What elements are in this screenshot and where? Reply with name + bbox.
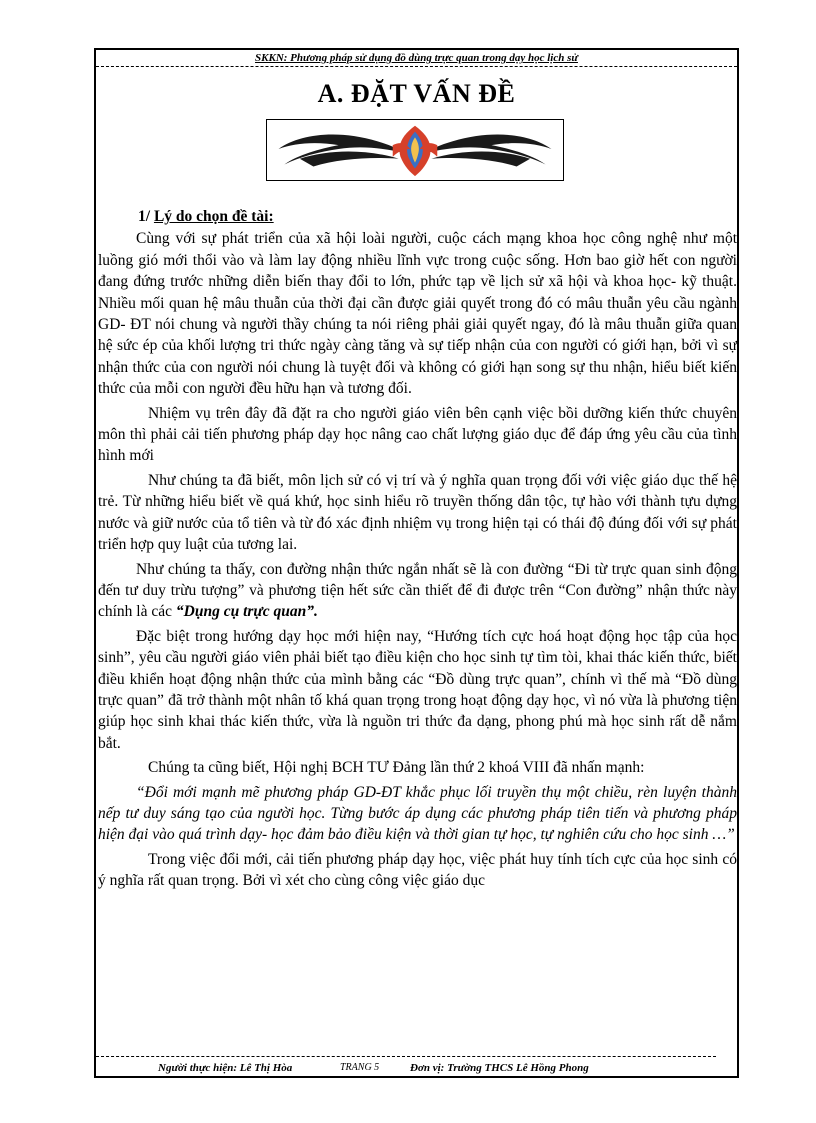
document-body — [96, 206, 737, 892]
paragraph-1: Cùng với sự phát triển của xã hội loài người, cuộc cách mạng khoa học công nghệ như một luồng gió mới thổi vào và làm lay động nhiều lĩnh vực trong cuộc sống. Hơn bao giờ hết con người đang đứng trước những diễn biến thay đổi to lớn, phức tạp về lịch sử xã hội và khoa học- kỹ thuật. Nhiều mối quan hệ mâu thuẫn của thời đại cần được giải quyết trong đó có mâu thuẫn yêu cầu ngành GD- ĐT nói chung và người thầy chúng ta nói riêng phải giải quyết ngay, đó là mâu thuẫn giữa quan hệ sức ép của khối lượng tri thức ngày càng tăng và sự tiếp nhận của con người có giới hạn, bởi vì sự nhận thức của con người nói chung là tuyệt đối và không có giới hạn song sự thu nhận, hiểu biết kiến thức của mỗi con người đều hữu hạn và tương đối. — [98, 230, 737, 398]
header-text: SKKN: Phương pháp sử dụng đồ dùng trực quan trong dạy học lịch sử — [255, 52, 578, 64]
paragraph-4-emphasis: “Dụng cụ trực quan”. — [175, 603, 318, 621]
footer-page-number: TRANG 5 — [340, 1062, 380, 1073]
tribal-ornament-icon — [267, 120, 563, 180]
paragraph-4 — [98, 559, 737, 623]
quote-block: “Đổi mới mạnh mẽ phương pháp GD-ĐT khắc phục lối truyền thụ một chiều, rèn luyện thành nếp tư duy sáng tạo của người học. Từng bước áp dụng các phương pháp tiên tiến và phương pháp hiện đại vào quá trình dạy- học đảm bảo điều kiện và thời gian tự học, tự nghiên cứu cho học sinh …” — [98, 783, 737, 844]
page-title: A. ĐẶT VẤN ĐỀ — [317, 79, 516, 108]
decorative-ornament — [266, 119, 564, 181]
paragraph-7: Trong việc đổi mới, cải tiến phương pháp dạy học, việc phát huy tính tích cực của học sinh có ý nghĩa rất quan trọng. Bởi vì xét cho cùng công việc giáo dục — [98, 850, 737, 890]
paragraph-3: Như chúng ta đã biết, môn lịch sử có vị trí và ý nghĩa quan trọng đối với việc giáo dục thế hệ trẻ. Từ những hiểu biết về quá khứ, học sinh hiểu rõ truyền thống dân tộc, tự hào với thành tựu dựng nước và giữ nước của tổ tiên và từ đó xác định nhiệm vụ trong hiện tại có thái độ đúng đối với sự phát triển hợp quy luật của tương lai. — [98, 471, 737, 554]
section-heading — [138, 206, 737, 227]
paragraph-5: Đặc biệt trong hướng dạy học mới hiện nay, “Hướng tích cực hoá hoạt động học tập của học sinh”, yêu cầu người giáo viên phải biết tạo điều kiện cho học sinh tự tìm tòi, khai thác kiến thức, biết điều khiển hoạt động nhận thức của mình bằng các “Đồ dùng trực quan”, chính vì thế mà “Đồ dùng trực quan” đã trở thành một nhân tố khá quan trọng trong hoạt động dạy học, vì nó vừa là phương tiện giúp học sinh khai thác kiến thức, vừa là nguồn tri thức đa dạng, phong phú mà học sinh rất dễ nắm bắt. — [98, 627, 737, 752]
paragraph-4-text: Như chúng ta thấy, con đường nhận thức ngắn nhất sẽ là con đường “Đi từ trực quan sinh động đến tư duy trừu tượng” và phương tiện hết sức cần thiết để đi được trên “Con đường” nhận thức này chính là các — [98, 560, 737, 621]
footer-author: Người thực hiện: Lê Thị Hòa — [158, 1062, 293, 1074]
footer-divider — [96, 1056, 716, 1057]
paragraph-6: Chúng ta cũng biết, Hội nghị BCH TƯ Đảng lần thứ 2 khoá VIII đã nhấn mạnh: — [148, 759, 645, 777]
page-footer — [96, 1059, 737, 1077]
section-number: 1/ — [138, 208, 151, 225]
page-header — [96, 50, 737, 67]
section-heading-text: Lý do chọn đề tài: — [153, 208, 274, 225]
paragraph-2: Nhiệm vụ trên đây đã đặt ra cho người giáo viên bên cạnh việc bồi dưỡng kiến thức chuyên môn thì phải cải tiến phương pháp dạy học nâng cao chất lượng giáo dục để đáp ứng yêu cầu của tình hình mới — [98, 404, 737, 465]
footer-unit: Đơn vị: Trường THCS Lê Hồng Phong — [410, 1062, 589, 1074]
